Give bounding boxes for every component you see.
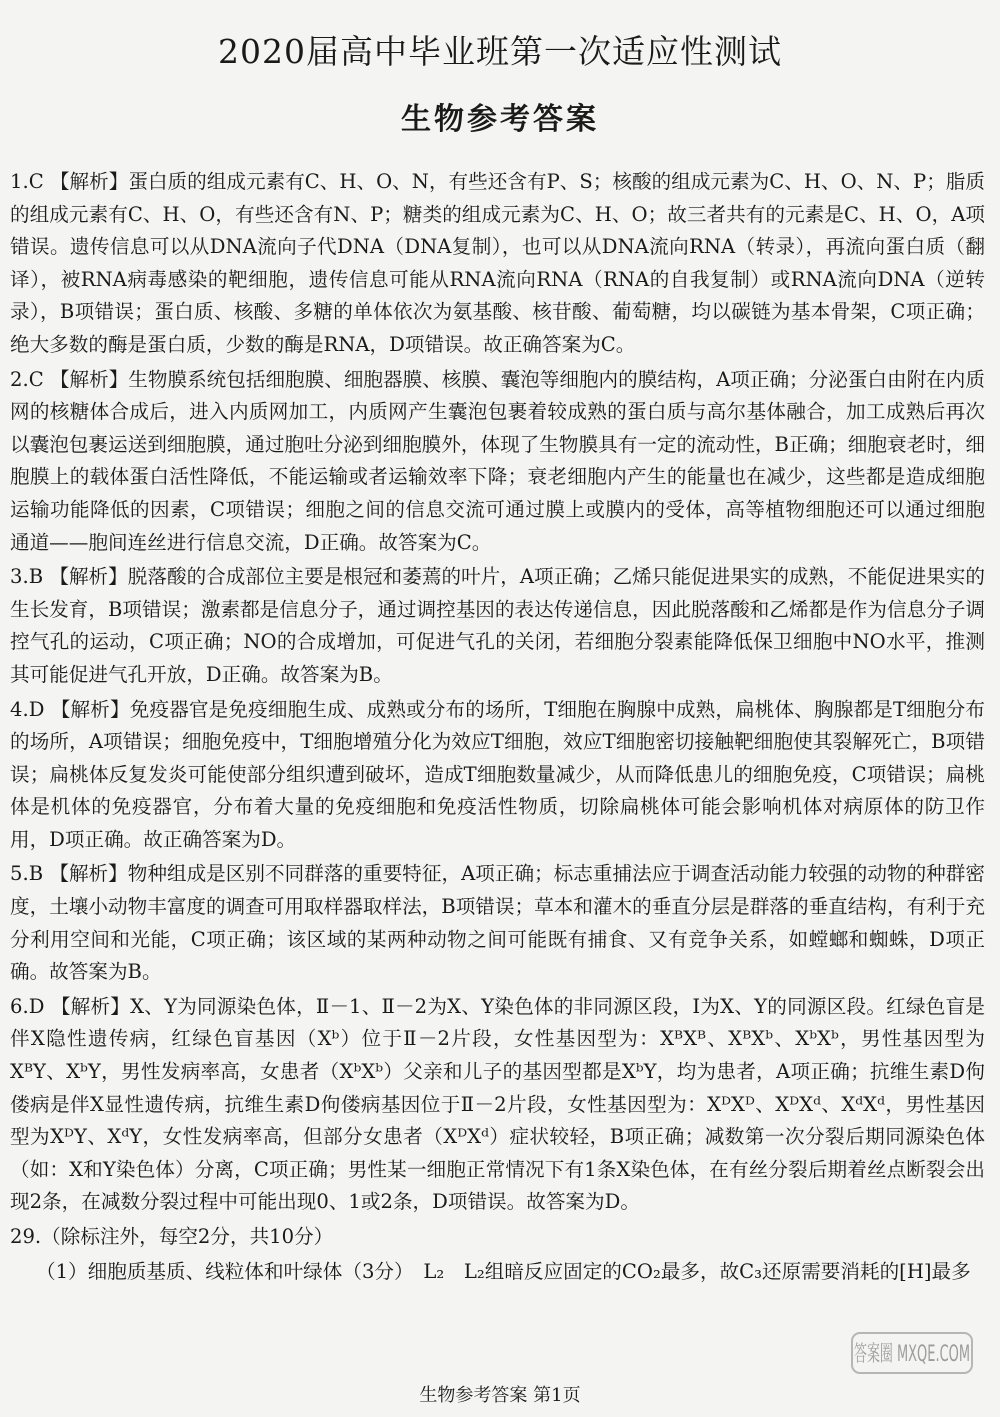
watermark-text: 答案圈 MXQE.COM (854, 1342, 970, 1367)
answer-content (10, 166, 985, 1290)
answer-item-4: 4.D 【解析】免疫器官是免疫细胞生成、成熟或分布的场所，T细胞在胸腺中成熟，扁桃体、胸腺都是T细胞分布的场所，A项错误；细胞免疫中，T细胞增殖分化为效应T细胞，效应T细胞密切接触靶细胞使其裂解死亡，B项错误；扁桃体反复发炎可能使部分组织遭到破坏，造成T细胞数量减少，从而降低患儿的细胞免疫，C项错误；扁桃体是机体的免疫器官，分布着大量的免疫细胞和免疫活性物质，切除扁桃体可能会影响机体对病原体的防卫作用，D项正确。故正确答案为D。 (10, 697, 985, 851)
site-logo-icon (822, 1325, 982, 1405)
answer-item-5: 5.B 【解析】物种组成是区别不同群落的重要特征，A项正确；标志重捕法应于调查活动能力较强的动物的种群密度，土壤小动物丰富度的调查可用取样器取样法，B项错误；草本和灌木的垂直分层是群落的垂直结构，有利于充分利用空间和光能，C项正确；该区域的某两种动物之间可能既有捕食、又有竞争关系，如螳螂和蜘蛛，D项正确。故答案为B。 (10, 862, 985, 984)
question-29-part-1: （1）细胞质基质、线粒体和叶绿体（3分） L₂ L₂组暗反应固定的CO₂最多，故C₃还原需要消耗的[H]最多 (36, 1259, 971, 1283)
question-29-header: 29.（除标注外，每空2分，共10分） (10, 1225, 334, 1248)
answer-item-2: 2.C 【解析】生物膜系统包括细胞膜、细胞器膜、核膜、囊泡等细胞内的膜结构，A项正确；分泌蛋白由附在内质网的核糖体合成后，进入内质网加工，内质网产生囊泡包裹着较成熟的蛋白质与高尔基体融合，加工成熟后再次以囊泡包裹运送到细胞膜，通过胞吐分泌到细胞膜外，体现了生物膜具有一定的流动性，B正确；细胞衰老时，细胞膜上的载体蛋白活性降低，不能运输或者运输效率下降；衰老细胞内产生的能量也在减少，这些都是造成细胞运输功能降低的因素，C项错误；细胞之间的信息交流可通过膜上或膜内的受体，高等植物细胞还可以通过细胞通道——胞间连丝进行信息交流，D正确。故答案为C。 (10, 367, 985, 554)
page-footer: 生物参考答案 第1页 (419, 1385, 581, 1406)
answer-item-6: 6.D 【解析】X、Y为同源染色体，Ⅱ－1、Ⅱ－2为X、Y染色体的非同源区段，Ⅰ为X、Y的同源区段。红绿色盲是伴X隐性遗传病，红绿色盲基因（Xᵇ）位于Ⅱ－2片段，女性基因型为：XᴮXᴮ、XᴮXᵇ、XᵇXᵇ，男性基因型为XᴮY、XᵇY，男性发病率高，女患者（XᵇXᵇ）父亲和儿子的基因型都是XᵇY，均为患者，A项正确；抗维生素D佝偻病是伴X显性遗传病，抗维生素D佝偻病基因位于Ⅱ－2片段，女性基因型为：XᴰXᴰ、XᴰXᵈ、XᵈXᵈ，男性基因型为XᴰY、XᵈY，女性发病率高，但部分女患者（XᴰXᵈ）症状较轻，B项正确；减数第一次分裂后期同源染色体（如：X和Y染色体）分离，C项正确；男性某一细胞正常情况下有1条X染色体，在有丝分裂后期着丝点断裂会出现2条，在减数分裂过程中可能出现0、1或2条，D项错误。故答案为D。 (10, 994, 985, 1214)
answer-item-3: 3.B 【解析】脱落酸的合成部位主要是根冠和萎蔫的叶片，A项正确；乙烯只能促进果实的成熟，不能促进果实的生长发育，B项错误；激素都是信息分子，通过调控基因的表达传递信息，因此脱落酸和乙烯都是作为信息分子调控气孔的运动，C项正确；NO的合成增加，可促进气孔的关闭，若细胞分裂素能降低保卫细胞中NO水平，推测其可能促进气孔开放，D正确。故答案为B。 (10, 565, 985, 686)
page-subtitle: 生物参考答案 (401, 102, 599, 137)
answer-item-1: 1.C 【解析】蛋白质的组成元素有C、H、O、N，有些还含有P、S；核酸的组成元素为C、H、O、N、P；脂质的组成元素有C、H、O，有些还含有N、P；糖类的组成元素为C、H、O；故三者共有的元素是C、H、O，A项错误。遗传信息可以从DNA流向子代DNA（DNA复制），也可以从DNA流向RNA（转录），再流向蛋白质（翻译），被RNA病毒感染的靶细胞，遗传信息可能从RNA流向RNA（RNA的自我复制）或RNA流向DNA（逆转录），B项错误；蛋白质、核酸、多糖的单体依次为氨基酸、核苷酸、葡萄糖，均以碳链为基本骨架，C项正确；绝大多数的酶是蛋白质，少数的酶是RNA，D项错误。故正确答案为C。 (10, 170, 985, 356)
page-title: 2020届高中毕业班第一次适应性测试 (218, 32, 782, 71)
